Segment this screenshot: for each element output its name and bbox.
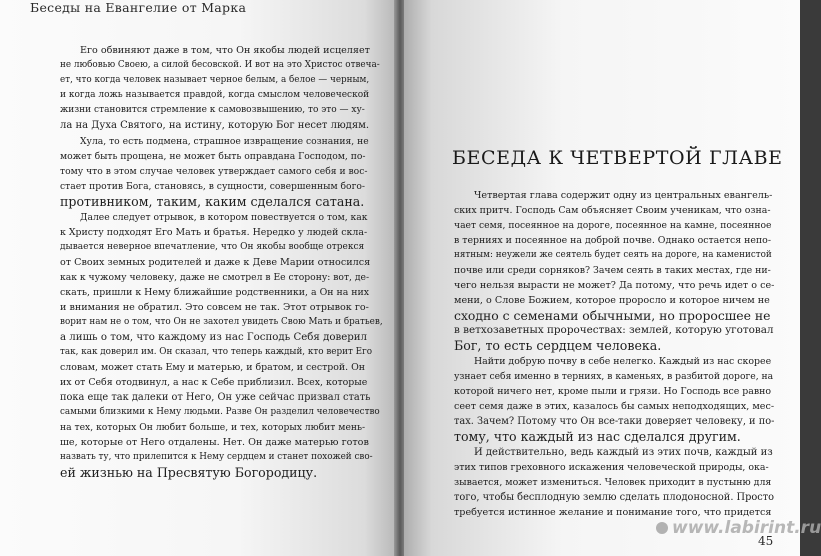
text-line: узнает себя именно в терниях, в каменьях, в разбитой дороге, на bbox=[454, 371, 774, 382]
page-number: 45 bbox=[758, 534, 774, 548]
text-line: а лишь о том, что каждому из нас Господь Себя доверил bbox=[60, 332, 368, 343]
text-line: которой ничего нет, кроме пыли и грязи. Но Господь все равно bbox=[454, 386, 771, 397]
text-line: почве или среди сорняков? Зачем сеять в таких местах, где ни- bbox=[454, 265, 771, 276]
text-line: и внимания не обратил. Это совсем не так. Этот отрывок го- bbox=[60, 302, 369, 313]
text-line: не любовью Своею, а силой бесовской. И вот на это Христос отвеча- bbox=[60, 60, 380, 70]
text-line: ше, которые от Него отдалены. Нет. Он даже матерью готов bbox=[60, 437, 369, 448]
text-line: в ветхозаветных пророчествах: землей, которую уготовал bbox=[454, 324, 774, 336]
text-line: И действительно, ведь каждый из этих почв, каждый из bbox=[474, 447, 773, 458]
text-line: Бог, то есть сердцем человека. bbox=[454, 338, 662, 353]
text-line: их от Себя отодвинул, а нас к Себе приблизил. Всех, которые bbox=[60, 377, 368, 388]
text-line: пока еще так далеки от Него, Он уже сейчас призвал стать bbox=[60, 392, 371, 403]
text-line: как к чужому человеку, даже не смотрел в Ее сторону: вот, де- bbox=[60, 272, 370, 283]
text-line: и когда ложь называется правдой, когда смыслом человеческой bbox=[60, 90, 370, 100]
text-line: сеет семя даже в этих, казалось бы самых неподходящих, мес- bbox=[454, 401, 775, 412]
text-line: ла на Духа Святого, на истину, которую Бог несет людям. bbox=[60, 120, 370, 131]
text-line: тому, что каждый из нас сделался другим. bbox=[454, 429, 741, 444]
text-line: зывается, может измениться. Человек приходит в пустыню для bbox=[454, 477, 772, 488]
text-line: того, чтобы бесплодную землю сделать плодоносной. Просто bbox=[454, 492, 775, 503]
text-line: назвать ту, что прилепится к Нему сердцем и станет похожей сво- bbox=[60, 452, 373, 462]
text-line: ет, что когда человек называет черное белым, а белое — черным, bbox=[60, 75, 370, 85]
text-line: Четвертая глава содержит одну из центральных евангель- bbox=[474, 190, 773, 201]
text-line: Хула, то есть подмена, страшное извращение сознания, не bbox=[80, 136, 369, 147]
text-line: на тех, которых Он любит больше, и тех, которых любит мень- bbox=[60, 422, 366, 433]
text-line: противником, таким, каким сделался сатана. bbox=[60, 194, 365, 209]
text-line: словам, может стать Ему и матерью, и братом, и сестрой. Он bbox=[60, 362, 366, 373]
text-line: самыми близкими к Нему людьми. Разве Он разделил человечество bbox=[60, 407, 380, 417]
text-line: ских притч. Господь Сам объясняет Своим ученикам, что озна- bbox=[454, 205, 771, 216]
text-line: может быть прощена, не может быть оправдана Господом, по- bbox=[60, 151, 366, 162]
text-line: нятным: неужели же сеятель будет сеять на дороге, на каменистой bbox=[454, 250, 772, 260]
text-line: мени, о Слове Божием, которое проросло и которое ничем не bbox=[454, 295, 770, 306]
text-line: стает против Бога, становясь, в сущности, совершенным бого- bbox=[60, 181, 366, 192]
text-line: Найти добрую почву в себе нелегко. Каждый из нас скорее bbox=[474, 356, 772, 367]
left-page bbox=[0, 0, 396, 556]
text-line: тому что в этом случае человек утверждает самого себя и вос- bbox=[60, 166, 368, 177]
site-watermark bbox=[656, 518, 821, 538]
watermark-text: www.labirint.ru bbox=[672, 518, 821, 538]
text-line: ворит нам не о том, что Он не захотел увидеть Свою Мать и братьев, bbox=[60, 317, 383, 327]
text-line: к Христу подходят Его Мать и братья. Нередко у людей скла- bbox=[60, 227, 368, 238]
text-line: так, как доверил им. Он сказал, что теперь каждый, кто верит Его bbox=[60, 347, 372, 357]
text-line: требуется истинное желание и понимание того, что придется bbox=[454, 507, 772, 518]
running-head: Беседы на Евангелие от Марка bbox=[30, 0, 247, 15]
text-line: ей жизнью на Пресвятую Богородицу. bbox=[60, 465, 318, 480]
labirint-logo-icon bbox=[656, 522, 668, 534]
text-line: тах. Зачем? Потому что Он все-таки доверяет человеку, и по- bbox=[454, 416, 775, 427]
text-line: скать, пришли к Нему ближайшие родственники, а Он на них bbox=[60, 287, 370, 298]
text-line: в терниях и посеянное на доброй почве. Однако остается непо- bbox=[454, 235, 771, 246]
text-line: Далее следует отрывок, в котором повествуется о том, как bbox=[80, 212, 368, 223]
text-line: от Своих земных родителей и даже к Деве Марии относился bbox=[60, 257, 371, 268]
chapter-title: БЕСЕДА К ЧЕТВЕРТОЙ ГЛАВЕ bbox=[452, 147, 783, 169]
text-line: чает семя, посеянное на дороге, посеянное на камне, посеянное bbox=[454, 220, 772, 231]
text-line: Его обвиняют даже в том, что Он якобы людей исцеляет bbox=[80, 45, 370, 56]
text-line: дывается неверное впечатление, что Он якобы вообще отрекся bbox=[60, 242, 365, 252]
text-line: жизни становится стремление к самовозвышению, то это — ху- bbox=[60, 105, 365, 115]
text-line: этих типов греховного искажения человеческой природы, ока- bbox=[454, 462, 769, 473]
right-page bbox=[404, 0, 821, 556]
text-line: чего нельзя вырасти не может? Да потому, что речь идет о се- bbox=[454, 280, 775, 291]
text-line: сходно с семенами обычными, но проросшее не bbox=[454, 308, 771, 323]
